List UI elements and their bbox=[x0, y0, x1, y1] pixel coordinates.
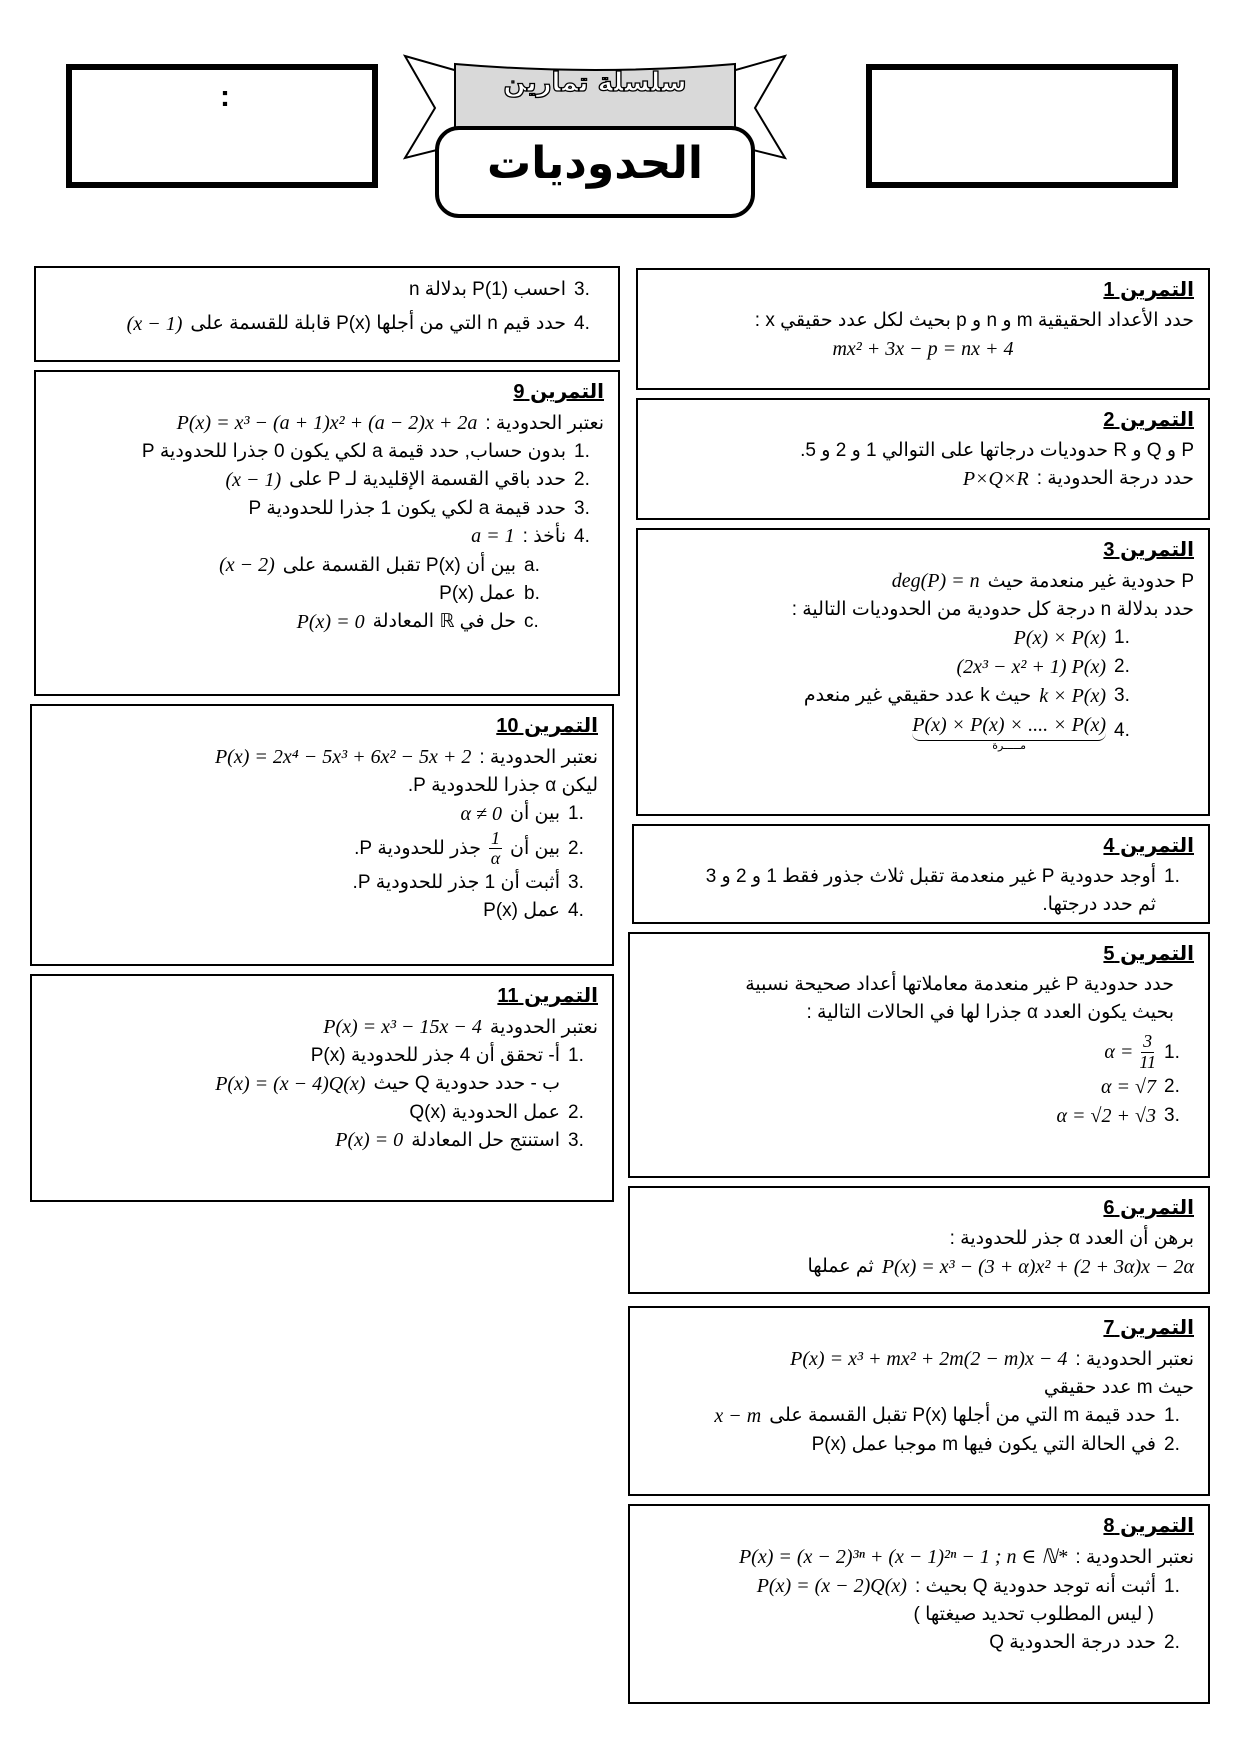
exercise-2-question: حدد درجة الحدودية : bbox=[1036, 468, 1194, 490]
exercise-8-polynomial: P(x) = (x − 2)³ⁿ + (x − 1)²ⁿ − 1 ; n ∈ ℕ* bbox=[738, 1546, 1068, 1568]
exercise-5-title: التمرين 5 bbox=[1103, 943, 1194, 965]
brace-label: مـــــرة bbox=[992, 739, 1027, 752]
exercise-10-root: ليكن α جذرا للحدودية P. bbox=[407, 775, 598, 796]
exercise-4-title: التمرين 4 bbox=[1103, 835, 1194, 857]
exercise-10-title: التمرين 10 bbox=[496, 715, 598, 737]
list-item: 4. نأخذ : a = 1 bbox=[471, 525, 590, 548]
exercise-1 bbox=[636, 268, 1210, 390]
list-item: 2. α = √7 bbox=[1101, 1075, 1180, 1098]
exercise-3-title: التمرين 3 bbox=[1103, 539, 1194, 561]
exercise-1-statement: حدد الأعداد الحقيقية m و n و p بحيث لكل عدد حقيقي x : bbox=[754, 310, 1194, 331]
exercise-9-title: التمرين 9 bbox=[513, 381, 604, 403]
exercise-9 bbox=[34, 370, 620, 696]
list-item: 2. حدد باقي القسمة الإقليدية لـ P على (x − 1) bbox=[225, 468, 590, 491]
exercise-1-equation: mx² + 3x − p = nx + 4 bbox=[832, 337, 1014, 360]
list-item: 4. عمل P(x) bbox=[483, 899, 584, 921]
exercise-4: التمرين 4 1. أوجد حدودية P غير منعدمة تقبل ثلاث جذور فقط 1 و 2 و 3 ثم حدد درجتها. bbox=[632, 824, 1210, 924]
list-item: 1. أ- تحقق أن 4 جذر للحدودية P(x) bbox=[310, 1045, 584, 1066]
header-left-colon: : bbox=[220, 80, 230, 113]
exercise-2-product: P×Q×R bbox=[962, 467, 1029, 490]
exercise-10-statement: نعتبر الحدودية : bbox=[479, 746, 598, 768]
list-item: ب - حدد حدودية Q حيث P(x) = (x − 4)Q(x) bbox=[215, 1072, 560, 1095]
list-item: 1. α = $\frac{3}{11}$ bbox=[1104, 1031, 1180, 1072]
list-item: 1. بين أن α ≠ 0 bbox=[460, 802, 584, 825]
exercise-3-statement: P حدودية غير منعدمة حيث bbox=[987, 570, 1194, 592]
list-item: ( ليس المطلوب تحديد صيغتها ) bbox=[913, 1604, 1154, 1625]
exercise-10 bbox=[30, 704, 614, 966]
list-item: b. عمل P(x) bbox=[439, 583, 540, 605]
exercise-11-title: التمرين 11 bbox=[497, 985, 598, 1007]
exercise-5 bbox=[628, 932, 1210, 1178]
header-right-box bbox=[866, 64, 1178, 188]
fraction: $\frac{3}{11}$ bbox=[1139, 1031, 1156, 1072]
exercise-4-question-cont: ثم حدد درجتها. bbox=[1042, 893, 1156, 915]
exercise-7-title: التمرين 7 bbox=[1103, 1317, 1194, 1339]
exercise-6-title: التمرين 6 bbox=[1103, 1197, 1194, 1219]
exercise-9-statement: نعتبر الحدودية : bbox=[485, 412, 604, 434]
exercise-8-title: التمرين 8 bbox=[1103, 1515, 1194, 1537]
list-item: 2. عمل الحدودية Q(x) bbox=[409, 1101, 584, 1123]
exercise-3-degree: deg(P) = n bbox=[891, 570, 980, 592]
exercise-7-polynomial: P(x) = x³ + mx² + 2m(2 − m)x − 4 bbox=[790, 1348, 1068, 1370]
exercise-2 bbox=[636, 398, 1210, 520]
list-item: 2. حدد درجة الحدودية Q bbox=[989, 1631, 1180, 1653]
list-item: 1. بدون حساب, حدد قيمة a لكي يكون 0 جذرا للحدودية P bbox=[141, 441, 590, 462]
exercise-6 bbox=[628, 1186, 1210, 1294]
exercise-11-polynomial: P(x) = x³ − 15x − 4 bbox=[323, 1016, 482, 1038]
exercise-7-condition: حيث m عدد حقيقي bbox=[1043, 1377, 1194, 1398]
list-item: 4. حدد قيم n التي من أجلها P(x) قابلة للقسمة على (x − 1) bbox=[126, 312, 590, 335]
list-item: 3. حدد قيمة a لكي يكون 1 جذرا للحدودية P bbox=[248, 497, 590, 519]
fraction: $\frac{1}{\alpha}$ bbox=[490, 827, 501, 869]
list-item: 4. P(x) × P(x) × .... × P(x) مـــــرة bbox=[652, 711, 1144, 752]
list-item: 3. α = √2 + √3 bbox=[1056, 1104, 1180, 1127]
exercise-8-statement: نعتبر الحدودية : bbox=[1075, 1546, 1194, 1568]
exercise-5-statement-cont: بحيث يكون العدد α جذرا لها في الحالات التالية : bbox=[806, 1001, 1174, 1023]
list-item: 2. (2x³ − x² + 1) P(x) bbox=[956, 655, 1130, 678]
list-item: a. بين أن P(x) تقبل القسمة على (x − 2) bbox=[219, 554, 540, 577]
list-item: 3. أثبت أن 1 جذر للحدودية P. bbox=[352, 872, 584, 894]
list-item: 2. بين أن $\frac{1}{\alpha}$ جذر للحدودية P. bbox=[354, 827, 584, 869]
list-item: 1. حدد قيمة m التي من أجلها P(x) تقبل القسمة على x − m bbox=[714, 1404, 1180, 1427]
exercise-9-polynomial: P(x) = x³ − (a + 1)x² + (a − 2)x + 2a bbox=[176, 412, 478, 434]
title-ribbon bbox=[395, 48, 795, 218]
exercise-2-title: التمرين 2 bbox=[1103, 409, 1194, 431]
list-item: 3. استنتج حل المعادلة P(x) = 0 bbox=[335, 1129, 584, 1152]
exercise-2-statement: P و Q و R حدوديات درجاتها على التوالي 1 و 2 و 5. bbox=[800, 440, 1194, 461]
exercise-8-continued bbox=[34, 266, 620, 362]
exercise-7-statement: نعتبر الحدودية : bbox=[1075, 1348, 1194, 1370]
exercise-8 bbox=[628, 1504, 1210, 1704]
list-item: 3. احسب P(1) بدلالة n bbox=[408, 279, 590, 300]
exercise-5-statement: حدد حدودية P غير منعدمة معاملاتها أعداد صحيحة نسبية bbox=[745, 974, 1174, 995]
exercise-6-question: ثم عملها bbox=[807, 1256, 874, 1278]
exercise-3-question: حدد بدلالة n درجة كل حدودية من الحدوديات التالية : bbox=[791, 599, 1194, 620]
list-item: 3. k × P(x) حيث k عدد حقيقي غير منعدم bbox=[803, 684, 1130, 707]
page-title: الحدوديات bbox=[487, 138, 703, 189]
exercise-11 bbox=[30, 974, 614, 1202]
exercise-6-statement: برهن أن العدد α جذر للحدودية : bbox=[949, 1228, 1194, 1249]
list-item: 1. أثبت أنه توجد حدودية Q بحيث : P(x) = (x − 2)Q(x) bbox=[756, 1575, 1180, 1597]
exercise-4-question: أوجد حدودية P غير منعدمة تقبل ثلاث جذور فقط 1 و 2 و 3 bbox=[705, 866, 1156, 887]
exercise-6-polynomial: P(x) = x³ − (3 + α)x² + (2 + 3α)x − 2α bbox=[881, 1255, 1194, 1278]
exercise-3 bbox=[636, 528, 1210, 816]
header-left-box bbox=[66, 64, 378, 188]
list-item: c. حل في ℝ المعادلة P(x) = 0 bbox=[296, 610, 539, 633]
list-item: 1. P(x) × P(x) bbox=[1013, 626, 1130, 649]
exercise-7 bbox=[628, 1306, 1210, 1496]
series-label: سلسلة تمارين bbox=[503, 68, 687, 98]
exercise-11-statement: نعتبر الحدودية bbox=[489, 1016, 598, 1038]
list-item: 2. في الحالة التي يكون فيها m موجبا عمل P(x) bbox=[811, 1433, 1180, 1455]
exercise-1-title: التمرين 1 bbox=[1103, 279, 1194, 301]
exercise-10-polynomial: P(x) = 2x⁴ − 5x³ + 6x² − 5x + 2 bbox=[214, 746, 472, 768]
